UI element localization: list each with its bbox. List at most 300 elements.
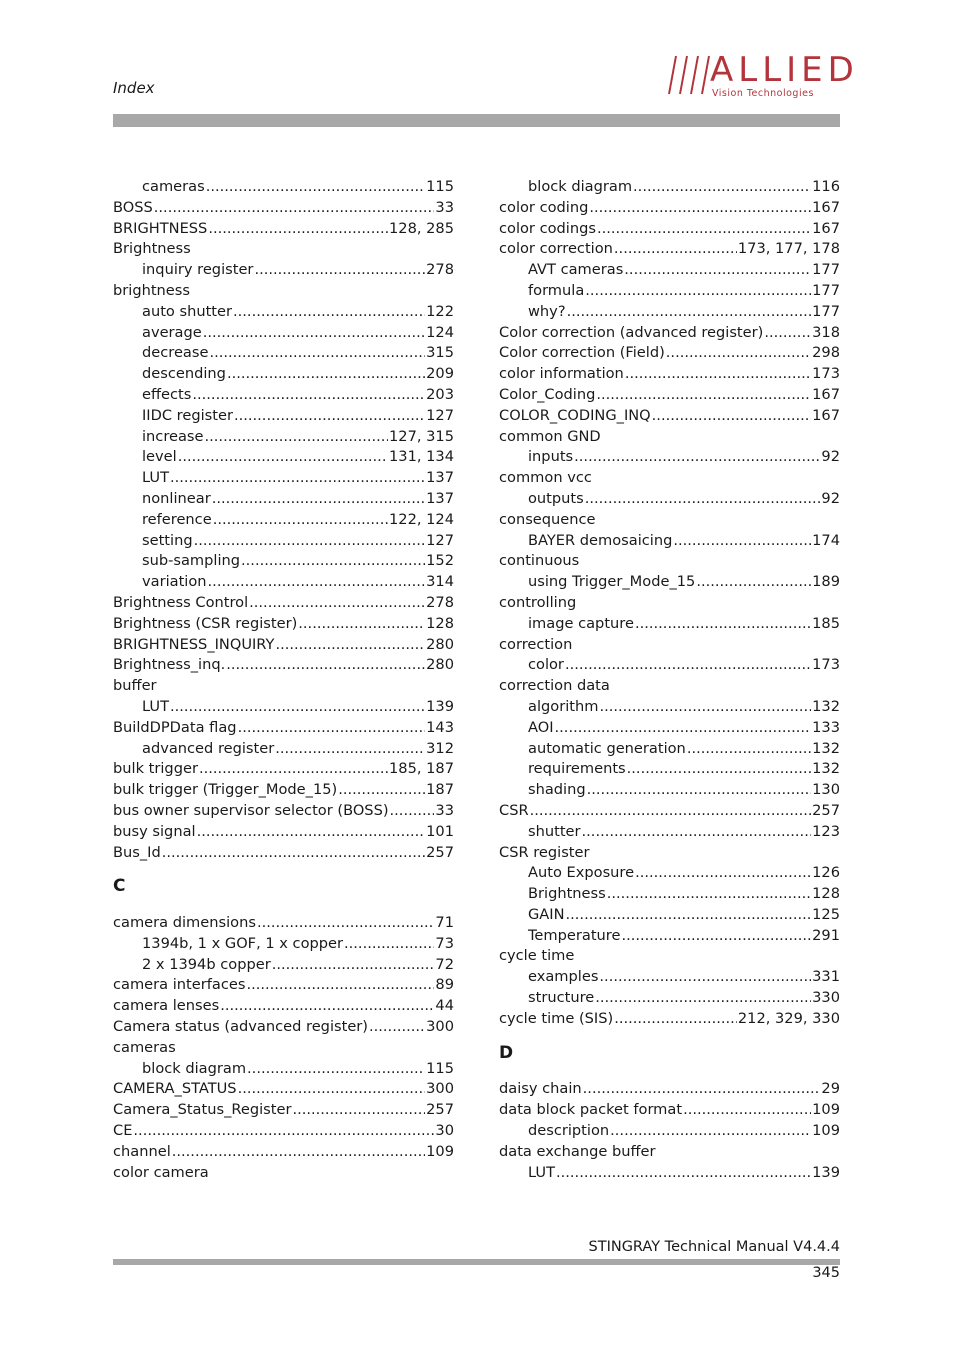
dot-leader <box>566 905 812 926</box>
logo-wordmark: ALLIED <box>710 50 859 90</box>
index-page-numbers: 185 <box>812 614 840 632</box>
index-page-numbers: 143 <box>426 718 454 736</box>
index-term: BOSS <box>113 198 153 216</box>
index-entry <box>113 447 454 468</box>
index-entry <box>113 593 454 614</box>
index-entry <box>499 780 840 801</box>
dot-leader <box>178 447 388 468</box>
index-page-numbers: 280 <box>426 635 454 653</box>
dot-leader <box>209 343 425 364</box>
dot-leader <box>627 759 811 780</box>
index-page-numbers: 109 <box>812 1101 840 1119</box>
index-term: Auto Exposure <box>528 864 635 882</box>
index-heading <box>113 676 454 697</box>
index-term: correction data <box>499 677 610 695</box>
dot-leader <box>154 198 435 219</box>
dot-leader <box>249 593 425 614</box>
index-term: busy signal <box>113 822 196 840</box>
dot-leader <box>275 739 425 760</box>
index-heading <box>499 427 840 448</box>
index-page-numbers: 115 <box>426 1059 454 1077</box>
index-page-numbers: 189 <box>812 573 840 591</box>
index-page-numbers: 314 <box>426 573 454 591</box>
index-page-numbers: 167 <box>812 219 840 237</box>
index-entry <box>499 759 840 780</box>
dot-leader <box>194 531 426 552</box>
dot-leader <box>241 551 425 572</box>
index-page-numbers: 92 <box>821 448 840 466</box>
index-page-numbers: 133 <box>812 718 840 736</box>
dot-leader <box>625 364 811 385</box>
dot-leader <box>610 1121 811 1142</box>
index-page-numbers: 89 <box>435 976 454 994</box>
dot-leader <box>585 489 821 510</box>
index-page-numbers: 177 <box>812 281 840 299</box>
index-entry <box>113 1017 454 1038</box>
index-entry <box>499 967 840 988</box>
dot-leader <box>292 1100 425 1121</box>
index-heading <box>499 1142 840 1163</box>
dot-leader <box>254 260 425 281</box>
index-page-numbers: 30 <box>435 1122 454 1140</box>
index-term: shading <box>528 781 586 799</box>
index-term: descending <box>142 365 226 383</box>
index-column-left <box>113 177 454 1183</box>
index-entry <box>499 905 840 926</box>
dot-leader <box>206 177 425 198</box>
index-term: IIDC register <box>142 406 233 424</box>
index-page-numbers: 173, 177, 178 <box>737 240 840 258</box>
index-page-numbers: 315 <box>426 344 454 362</box>
index-page-numbers: 127 <box>426 531 454 549</box>
index-entry <box>113 759 454 780</box>
index-term: color correction <box>499 240 613 258</box>
index-page-numbers: 44 <box>435 997 454 1015</box>
dot-leader <box>587 780 812 801</box>
index-entry <box>113 913 454 934</box>
index-page-numbers: 185, 187 <box>389 760 454 778</box>
index-term: image capture <box>528 614 634 632</box>
dot-leader <box>582 822 812 843</box>
dot-leader <box>234 406 425 427</box>
index-page-numbers: 257 <box>426 1101 454 1119</box>
index-entry <box>113 697 454 718</box>
index-page-numbers: 116 <box>812 178 840 195</box>
index-term: Color correction (Field) <box>499 344 665 362</box>
index-page-numbers: 203 <box>426 385 454 403</box>
index-heading <box>113 1038 454 1059</box>
page-header-title: Index <box>113 79 155 97</box>
index-entry <box>499 260 840 281</box>
index-term: buffer <box>113 677 157 695</box>
index-entry <box>499 572 840 593</box>
dot-leader <box>133 1121 434 1142</box>
index-term: examples <box>528 968 599 986</box>
index-term: color camera <box>113 1163 209 1181</box>
index-page-numbers: 128 <box>426 614 454 632</box>
index-term: Color_Coding <box>499 385 596 403</box>
index-entry <box>499 697 840 718</box>
dot-leader <box>635 614 811 635</box>
index-page-numbers: 109 <box>812 1122 840 1140</box>
header-divider-bar <box>113 114 840 127</box>
index-heading <box>499 843 840 864</box>
index-page-numbers: 101 <box>426 822 454 840</box>
index-entry <box>113 801 454 822</box>
dot-leader <box>192 385 425 406</box>
index-term: advanced register <box>142 739 275 757</box>
index-entry <box>499 1009 840 1030</box>
index-page-numbers: 127 <box>426 406 454 424</box>
dot-leader <box>233 302 425 323</box>
index-entry <box>499 822 840 843</box>
index-entry <box>499 281 840 302</box>
index-entry <box>113 635 454 656</box>
logo-subtitle: Vision Technologies <box>712 88 814 99</box>
dot-leader <box>203 323 425 344</box>
dot-leader <box>585 281 811 302</box>
dot-leader <box>595 988 811 1009</box>
index-page-numbers: 126 <box>812 864 840 882</box>
index-entry <box>499 323 840 344</box>
dot-leader <box>673 531 811 552</box>
index-entry <box>113 219 454 240</box>
index-page-numbers: 318 <box>812 323 840 341</box>
dot-leader <box>696 572 811 593</box>
index-page-numbers: 167 <box>812 385 840 403</box>
index-term: bus owner supervisor selector (BOSS) <box>113 801 389 819</box>
index-term: decrease <box>142 344 209 362</box>
index-entry <box>499 1079 840 1100</box>
index-term: camera interfaces <box>113 976 246 994</box>
index-entry <box>499 489 840 510</box>
index-page-numbers: 72 <box>435 955 454 973</box>
index-entry <box>499 198 840 219</box>
index-page-numbers: 125 <box>812 905 840 923</box>
index-entry <box>113 1121 454 1142</box>
index-page-numbers: 109 <box>426 1142 454 1160</box>
dot-leader <box>530 801 812 822</box>
index-entry <box>113 655 454 676</box>
index-page-numbers: 71 <box>435 914 454 932</box>
index-entry <box>499 406 840 427</box>
dot-leader <box>227 364 425 385</box>
index-term: why? <box>528 302 566 320</box>
index-term: Brightness <box>113 240 191 258</box>
index-page-numbers: 131, 134 <box>389 448 454 466</box>
index-heading <box>113 239 454 260</box>
index-entry <box>113 1079 454 1100</box>
index-term: variation <box>142 573 207 591</box>
index-term: auto shutter <box>142 302 233 320</box>
index-term: cameras <box>142 178 205 195</box>
dot-leader <box>597 219 811 240</box>
index-entry <box>113 302 454 323</box>
index-page-numbers: 212, 329, 330 <box>737 1009 840 1027</box>
index-term: LUT <box>142 697 169 715</box>
dot-leader <box>238 1079 426 1100</box>
index-entry <box>499 447 840 468</box>
index-page-numbers: 298 <box>812 344 840 362</box>
index-entry <box>113 551 454 572</box>
dot-leader <box>369 1017 425 1038</box>
dot-leader <box>298 614 425 635</box>
dot-leader <box>272 955 435 976</box>
index-term: description <box>528 1122 610 1140</box>
index-column-right <box>499 177 840 1183</box>
index-page-numbers: 312 <box>426 739 454 757</box>
dot-leader <box>614 239 737 260</box>
index-page-numbers: 128 <box>812 885 840 903</box>
index-page-numbers: 257 <box>426 843 454 861</box>
index-term: block diagram <box>142 1059 247 1077</box>
index-term: Camera status (advanced register) <box>113 1018 368 1036</box>
index-page-numbers: 127, 315 <box>389 427 454 445</box>
index-term: effects <box>142 385 192 403</box>
index-page-numbers: 92 <box>821 489 840 507</box>
index-page-numbers: 139 <box>426 697 454 715</box>
dot-leader <box>205 427 388 448</box>
footer-page-number: 345 <box>812 1265 840 1281</box>
dot-leader <box>635 863 811 884</box>
index-page-numbers: 257 <box>812 801 840 819</box>
index-page-numbers: 174 <box>812 531 840 549</box>
index-page-numbers: 209 <box>426 365 454 383</box>
index-term: BRIGHTNESS <box>113 219 208 237</box>
index-page-numbers: 122, 124 <box>389 510 454 528</box>
index-entry <box>499 614 840 635</box>
index-term: BRIGHTNESS_INQUIRY <box>113 635 275 653</box>
index-term: AOI <box>528 718 554 736</box>
index-entry <box>113 955 454 976</box>
dot-leader <box>213 510 388 531</box>
index-term: cycle time (SIS) <box>499 1009 614 1027</box>
index-term: shutter <box>528 822 581 840</box>
dot-leader <box>208 572 426 593</box>
index-entry <box>113 406 454 427</box>
index-heading <box>113 281 454 302</box>
index-term: Brightness <box>528 885 606 903</box>
index-entry <box>113 934 454 955</box>
dot-leader <box>338 780 425 801</box>
index-entry <box>113 343 454 364</box>
index-term: algorithm <box>528 697 599 715</box>
index-term: outputs <box>528 489 584 507</box>
index-term: bulk trigger (Trigger_Mode_15) <box>113 781 338 799</box>
index-page-numbers: 115 <box>426 178 454 195</box>
index-term: Camera_Status_Register <box>113 1101 292 1119</box>
index-term: CAMERA_STATUS <box>113 1080 237 1098</box>
dot-leader <box>599 967 811 988</box>
dot-leader <box>170 697 425 718</box>
footer-manual-title: STINGRAY Technical Manual V4.4.4 <box>588 1239 840 1255</box>
index-term: Temperature <box>528 926 621 944</box>
index-term: Brightness_inq. <box>113 656 226 674</box>
dot-leader <box>199 759 388 780</box>
index-page-numbers: 291 <box>812 926 840 944</box>
index-term: block diagram <box>528 178 633 195</box>
index-entry <box>499 863 840 884</box>
index-page-numbers: 152 <box>426 552 454 570</box>
index-term: CSR register <box>499 843 590 861</box>
dot-leader <box>390 801 435 822</box>
index-entry <box>113 843 454 864</box>
index-term: color codings <box>499 219 596 237</box>
index-entry <box>113 739 454 760</box>
index-page-numbers: 300 <box>426 1018 454 1036</box>
index-page-numbers: 187 <box>426 781 454 799</box>
index-page-numbers: 137 <box>426 469 454 487</box>
index-heading <box>499 635 840 656</box>
index-term: camera dimensions <box>113 914 256 932</box>
dot-leader <box>624 260 811 281</box>
index-entry <box>499 1163 840 1184</box>
index-page-numbers: 73 <box>435 934 454 952</box>
index-entry <box>113 1059 454 1080</box>
dot-leader <box>652 406 811 427</box>
index-term: BuildDPData flag <box>113 718 237 736</box>
index-entry <box>113 975 454 996</box>
index-page-numbers: 122 <box>426 302 454 320</box>
index-entry <box>499 364 840 385</box>
index-term: data exchange buffer <box>499 1142 656 1160</box>
index-term: 1394b, 1 x GOF, 1 x copper <box>142 934 344 952</box>
index-heading <box>499 593 840 614</box>
index-term: color <box>528 656 564 674</box>
index-term: LUT <box>142 469 169 487</box>
index-entry <box>113 822 454 843</box>
index-term: 2 x 1394b copper <box>142 955 271 973</box>
dot-leader <box>574 447 820 468</box>
index-term: correction <box>499 635 573 653</box>
index-entry <box>113 780 454 801</box>
dot-leader <box>567 302 812 323</box>
index-heading <box>499 510 840 531</box>
dot-leader <box>170 468 425 489</box>
index-entry <box>499 655 840 676</box>
index-term: level <box>142 448 177 466</box>
dot-leader <box>683 1100 811 1121</box>
index-page-numbers: 33 <box>435 801 454 819</box>
index-heading <box>499 468 840 489</box>
index-term: setting <box>142 531 193 549</box>
index-section-letter: C <box>113 876 126 897</box>
index-page-numbers: 29 <box>821 1080 840 1098</box>
index-term: Brightness Control <box>113 593 249 611</box>
index-entry <box>113 1100 454 1121</box>
index-entry <box>499 1100 840 1121</box>
index-term: channel <box>113 1142 171 1160</box>
index-entry <box>499 926 840 947</box>
index-entry <box>113 364 454 385</box>
allied-logo <box>664 50 859 102</box>
dot-leader <box>633 177 811 198</box>
index-term: daisy chain <box>499 1080 582 1098</box>
index-term: common vcc <box>499 469 592 487</box>
index-entry <box>113 323 454 344</box>
dot-leader <box>275 635 425 656</box>
index-entry <box>113 531 454 552</box>
dot-leader <box>212 489 425 510</box>
index-entry <box>113 996 454 1017</box>
index-term: common GND <box>499 427 601 445</box>
index-term: bulk trigger <box>113 760 198 778</box>
dot-leader <box>764 323 811 344</box>
dot-leader <box>614 1009 737 1030</box>
index-term: controlling <box>499 593 577 611</box>
index-term: color information <box>499 365 624 383</box>
index-entry <box>499 1121 840 1142</box>
index-term: inquiry register <box>142 261 254 279</box>
index-page-numbers: 33 <box>435 198 454 216</box>
index-page-numbers: 167 <box>812 198 840 216</box>
index-term: sub-sampling <box>142 552 241 570</box>
index-term: GAIN <box>528 905 565 923</box>
index-page-numbers: 177 <box>812 261 840 279</box>
dot-leader <box>621 926 811 947</box>
index-entry <box>113 510 454 531</box>
index-heading <box>499 551 840 572</box>
dot-leader <box>666 343 811 364</box>
index-term: consequence <box>499 510 596 528</box>
index-entry <box>113 427 454 448</box>
index-entry <box>113 385 454 406</box>
index-page-numbers: 177 <box>812 302 840 320</box>
index-page-numbers: 278 <box>426 261 454 279</box>
dot-leader <box>596 385 811 406</box>
index-entry <box>113 1142 454 1163</box>
index-page-numbers: 128, 285 <box>389 219 454 237</box>
index-page-numbers: 124 <box>426 323 454 341</box>
index-term: formula <box>528 281 585 299</box>
dot-leader <box>344 934 434 955</box>
index-entry <box>499 302 840 323</box>
index-term: automatic generation <box>528 739 686 757</box>
index-entry <box>113 614 454 635</box>
dot-leader <box>208 219 388 240</box>
index-term: cameras <box>113 1038 176 1056</box>
dot-leader <box>257 913 434 934</box>
index-term: continuous <box>499 552 580 570</box>
index-term: cycle time <box>499 947 575 965</box>
index-page-numbers: 300 <box>426 1080 454 1098</box>
index-page-numbers: 137 <box>426 489 454 507</box>
index-entry <box>499 718 840 739</box>
index-term: COLOR_CODING_INQ <box>499 406 651 424</box>
index-entry <box>499 239 840 260</box>
index-term: Color correction (advanced register) <box>499 323 764 341</box>
index-term: CE <box>113 1122 133 1140</box>
index-page-numbers: 139 <box>812 1163 840 1181</box>
index-page-numbers: 123 <box>812 822 840 840</box>
index-page-numbers: 330 <box>812 989 840 1007</box>
index-page-numbers: 173 <box>812 656 840 674</box>
index-term: camera lenses <box>113 997 220 1015</box>
index-page-numbers: 167 <box>812 406 840 424</box>
index-entry <box>499 988 840 1009</box>
footer-divider-bar <box>113 1259 840 1265</box>
index-section-letter: D <box>499 1042 514 1063</box>
index-term: nonlinear <box>142 489 211 507</box>
index-term: requirements <box>528 760 626 778</box>
dot-leader <box>226 655 425 676</box>
index-page-numbers: 280 <box>426 656 454 674</box>
index-term: data block packet format <box>499 1101 683 1119</box>
index-term: LUT <box>528 1163 555 1181</box>
index-entry <box>113 489 454 510</box>
index-term: using Trigger_Mode_15 <box>528 573 696 591</box>
index-page-numbers: 132 <box>812 760 840 778</box>
